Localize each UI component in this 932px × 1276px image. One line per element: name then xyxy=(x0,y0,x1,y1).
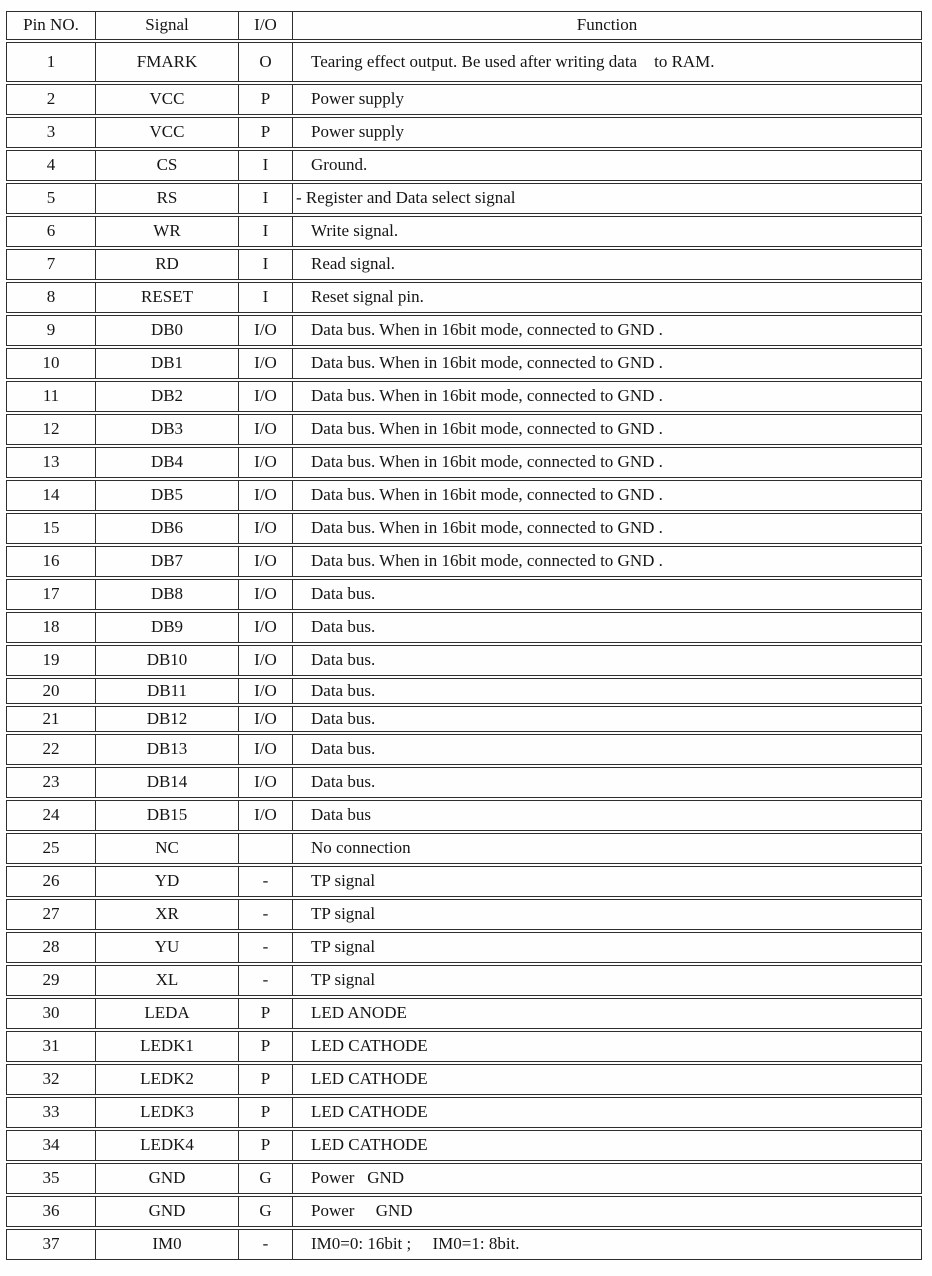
signal-cell: DB10 xyxy=(96,645,239,676)
pin-number-cell: 20 xyxy=(6,678,96,704)
table-row xyxy=(6,1196,922,1227)
header-row xyxy=(6,11,922,40)
io-cell: I xyxy=(239,282,293,313)
io-cell: - xyxy=(239,932,293,963)
signal-cell: DB13 xyxy=(96,734,239,765)
pin-number-cell: 36 xyxy=(6,1196,96,1227)
pin-function-table xyxy=(6,9,922,1262)
pin-number-cell: 6 xyxy=(6,216,96,247)
signal-cell: DB4 xyxy=(96,447,239,478)
table-row xyxy=(6,1097,922,1128)
signal-cell: YD xyxy=(96,866,239,897)
io-cell: I/O xyxy=(239,706,293,732)
signal-cell: DB6 xyxy=(96,513,239,544)
function-cell: - Register and Data select signal xyxy=(293,183,922,214)
io-cell: - xyxy=(239,1229,293,1260)
io-cell: I/O xyxy=(239,348,293,379)
io-cell: P xyxy=(239,117,293,148)
io-cell: I/O xyxy=(239,546,293,577)
function-cell: LED CATHODE xyxy=(293,1031,922,1062)
io-cell: I xyxy=(239,216,293,247)
function-cell: Ground. xyxy=(293,150,922,181)
table-row xyxy=(6,1064,922,1095)
function-cell: LED CATHODE xyxy=(293,1097,922,1128)
table-row xyxy=(6,734,922,765)
pin-number-cell: 5 xyxy=(6,183,96,214)
io-cell: P xyxy=(239,1097,293,1128)
signal-cell: CS xyxy=(96,150,239,181)
function-cell: Power supply xyxy=(293,117,922,148)
pin-number-cell: 16 xyxy=(6,546,96,577)
signal-cell: LEDA xyxy=(96,998,239,1029)
table-row xyxy=(6,249,922,280)
signal-cell: DB0 xyxy=(96,315,239,346)
pin-number-cell: 30 xyxy=(6,998,96,1029)
function-cell: LED CATHODE xyxy=(293,1064,922,1095)
pin-number-cell: 10 xyxy=(6,348,96,379)
function-cell: TP signal xyxy=(293,965,922,996)
table-row xyxy=(6,42,922,82)
function-cell: Reset signal pin. xyxy=(293,282,922,313)
io-cell: I/O xyxy=(239,414,293,445)
function-cell: Data bus. xyxy=(293,767,922,798)
io-cell: P xyxy=(239,84,293,115)
pin-number-cell: 2 xyxy=(6,84,96,115)
signal-cell: DB5 xyxy=(96,480,239,511)
function-cell: Data bus. xyxy=(293,678,922,704)
function-cell: Write signal. xyxy=(293,216,922,247)
function-cell: No connection xyxy=(293,833,922,864)
io-cell: I/O xyxy=(239,678,293,704)
header-signal: Signal xyxy=(96,11,239,40)
table-row xyxy=(6,447,922,478)
function-cell: Data bus. When in 16bit mode, connected to GND . xyxy=(293,546,922,577)
header-io: I/O xyxy=(239,11,293,40)
pin-number-cell: 9 xyxy=(6,315,96,346)
pin-number-cell: 28 xyxy=(6,932,96,963)
table-row xyxy=(6,480,922,511)
function-cell: IM0=0: 16bit ; IM0=1: 8bit. xyxy=(293,1229,922,1260)
function-cell: TP signal xyxy=(293,866,922,897)
table-row xyxy=(6,1130,922,1161)
io-cell: - xyxy=(239,965,293,996)
pin-number-cell: 25 xyxy=(6,833,96,864)
io-cell: I/O xyxy=(239,447,293,478)
function-cell: Power GND xyxy=(293,1196,922,1227)
pin-number-cell: 3 xyxy=(6,117,96,148)
table-row xyxy=(6,965,922,996)
table-row xyxy=(6,579,922,610)
table-row xyxy=(6,1163,922,1194)
table-row xyxy=(6,1031,922,1062)
signal-cell: GND xyxy=(96,1163,239,1194)
signal-cell: IM0 xyxy=(96,1229,239,1260)
signal-cell: LEDK3 xyxy=(96,1097,239,1128)
table-row xyxy=(6,998,922,1029)
table-body xyxy=(6,42,922,1260)
table-row xyxy=(6,899,922,930)
table-row xyxy=(6,767,922,798)
signal-cell: YU xyxy=(96,932,239,963)
io-cell: I/O xyxy=(239,513,293,544)
io-cell: G xyxy=(239,1196,293,1227)
io-cell: O xyxy=(239,42,293,82)
io-cell: I/O xyxy=(239,800,293,831)
pin-number-cell: 17 xyxy=(6,579,96,610)
function-cell: Data bus. When in 16bit mode, connected to GND . xyxy=(293,513,922,544)
io-cell: - xyxy=(239,866,293,897)
table-row xyxy=(6,1229,922,1260)
function-cell: Data bus. xyxy=(293,645,922,676)
table-header xyxy=(6,11,922,40)
signal-cell: WR xyxy=(96,216,239,247)
io-cell: I/O xyxy=(239,579,293,610)
pin-number-cell: 29 xyxy=(6,965,96,996)
function-cell: Data bus. When in 16bit mode, connected to GND . xyxy=(293,381,922,412)
pin-number-cell: 19 xyxy=(6,645,96,676)
table-row xyxy=(6,678,922,704)
table-row xyxy=(6,932,922,963)
function-cell: LED CATHODE xyxy=(293,1130,922,1161)
pin-number-cell: 24 xyxy=(6,800,96,831)
function-cell: Data bus. xyxy=(293,612,922,643)
signal-cell: NC xyxy=(96,833,239,864)
signal-cell: LEDK2 xyxy=(96,1064,239,1095)
pin-number-cell: 23 xyxy=(6,767,96,798)
pin-number-cell: 21 xyxy=(6,706,96,732)
table-row xyxy=(6,315,922,346)
table-row xyxy=(6,348,922,379)
table-row xyxy=(6,612,922,643)
pin-number-cell: 34 xyxy=(6,1130,96,1161)
io-cell: I/O xyxy=(239,381,293,412)
table-row xyxy=(6,84,922,115)
signal-cell: RD xyxy=(96,249,239,280)
io-cell: P xyxy=(239,1130,293,1161)
io-cell: I xyxy=(239,183,293,214)
io-cell: P xyxy=(239,1064,293,1095)
table-row xyxy=(6,282,922,313)
io-cell: I xyxy=(239,150,293,181)
signal-cell: VCC xyxy=(96,84,239,115)
function-cell: Data bus. When in 16bit mode, connected to GND . xyxy=(293,480,922,511)
function-cell: Power supply xyxy=(293,84,922,115)
io-cell: I/O xyxy=(239,480,293,511)
io-cell: I/O xyxy=(239,315,293,346)
signal-cell: FMARK xyxy=(96,42,239,82)
signal-cell: GND xyxy=(96,1196,239,1227)
io-cell: G xyxy=(239,1163,293,1194)
pin-number-cell: 37 xyxy=(6,1229,96,1260)
table-row xyxy=(6,706,922,732)
function-cell: Power GND xyxy=(293,1163,922,1194)
function-cell: Data bus xyxy=(293,800,922,831)
pin-number-cell: 32 xyxy=(6,1064,96,1095)
signal-cell: DB7 xyxy=(96,546,239,577)
signal-cell: DB11 xyxy=(96,678,239,704)
signal-cell: LEDK1 xyxy=(96,1031,239,1062)
table-row xyxy=(6,381,922,412)
signal-cell: RESET xyxy=(96,282,239,313)
table-row xyxy=(6,800,922,831)
table-row xyxy=(6,150,922,181)
io-cell: I/O xyxy=(239,645,293,676)
signal-cell: XL xyxy=(96,965,239,996)
pin-number-cell: 26 xyxy=(6,866,96,897)
function-cell: LED ANODE xyxy=(293,998,922,1029)
signal-cell: DB3 xyxy=(96,414,239,445)
function-cell: Data bus. When in 16bit mode, connected to GND . xyxy=(293,414,922,445)
pin-number-cell: 31 xyxy=(6,1031,96,1062)
signal-cell: DB1 xyxy=(96,348,239,379)
signal-cell: RS xyxy=(96,183,239,214)
table-row xyxy=(6,414,922,445)
function-cell: TP signal xyxy=(293,932,922,963)
pin-number-cell: 8 xyxy=(6,282,96,313)
signal-cell: DB2 xyxy=(96,381,239,412)
function-cell: Data bus. xyxy=(293,734,922,765)
io-cell: P xyxy=(239,1031,293,1062)
pin-number-cell: 15 xyxy=(6,513,96,544)
table-row xyxy=(6,833,922,864)
table-row xyxy=(6,216,922,247)
pin-number-cell: 13 xyxy=(6,447,96,478)
signal-cell: DB9 xyxy=(96,612,239,643)
table-row xyxy=(6,117,922,148)
io-cell xyxy=(239,833,293,864)
function-cell: Data bus. xyxy=(293,706,922,732)
function-cell: TP signal xyxy=(293,899,922,930)
io-cell: - xyxy=(239,899,293,930)
table-row xyxy=(6,866,922,897)
function-cell: Data bus. When in 16bit mode, connected to GND . xyxy=(293,348,922,379)
io-cell: I/O xyxy=(239,767,293,798)
pin-number-cell: 12 xyxy=(6,414,96,445)
signal-cell: LEDK4 xyxy=(96,1130,239,1161)
signal-cell: DB12 xyxy=(96,706,239,732)
table-row xyxy=(6,183,922,214)
pin-number-cell: 4 xyxy=(6,150,96,181)
signal-cell: DB14 xyxy=(96,767,239,798)
function-cell: Data bus. xyxy=(293,579,922,610)
table-row xyxy=(6,546,922,577)
table-row xyxy=(6,513,922,544)
signal-cell: DB15 xyxy=(96,800,239,831)
pin-number-cell: 11 xyxy=(6,381,96,412)
function-cell: Read signal. xyxy=(293,249,922,280)
io-cell: I/O xyxy=(239,734,293,765)
header-pin-no: Pin NO. xyxy=(6,11,96,40)
pin-number-cell: 14 xyxy=(6,480,96,511)
io-cell: I xyxy=(239,249,293,280)
pin-number-cell: 35 xyxy=(6,1163,96,1194)
signal-cell: DB8 xyxy=(96,579,239,610)
pin-number-cell: 7 xyxy=(6,249,96,280)
table-row xyxy=(6,645,922,676)
function-cell: Tearing effect output. Be used after writing data to RAM. xyxy=(293,42,922,82)
pin-number-cell: 33 xyxy=(6,1097,96,1128)
io-cell: I/O xyxy=(239,612,293,643)
header-function: Function xyxy=(293,11,922,40)
pin-number-cell: 1 xyxy=(6,42,96,82)
function-cell: Data bus. When in 16bit mode, connected to GND . xyxy=(293,447,922,478)
pin-number-cell: 18 xyxy=(6,612,96,643)
io-cell: P xyxy=(239,998,293,1029)
function-cell: Data bus. When in 16bit mode, connected to GND . xyxy=(293,315,922,346)
signal-cell: XR xyxy=(96,899,239,930)
pin-number-cell: 27 xyxy=(6,899,96,930)
pin-number-cell: 22 xyxy=(6,734,96,765)
signal-cell: VCC xyxy=(96,117,239,148)
